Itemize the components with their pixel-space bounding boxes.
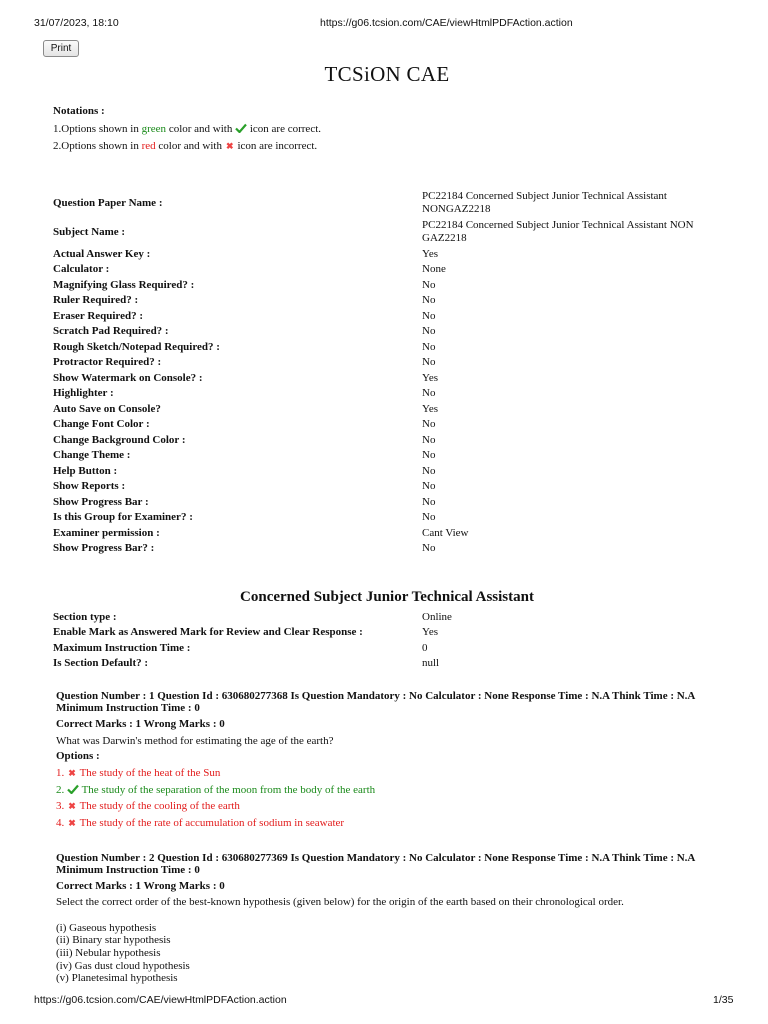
print-datetime: 31/07/2023, 18:10 xyxy=(34,17,119,29)
detail-key: Show Reports : xyxy=(53,480,126,492)
notation-text: icon are incorrect. xyxy=(234,140,318,152)
question-text: Select the correct order of the best-known hypothesis (given below) for the origin of the earth based on their chronological order. xyxy=(56,896,624,908)
detail-value: PC22184 Concerned Subject Junior Technical Assistant NON GAZ2218 xyxy=(422,219,694,244)
section-key: Is Section Default? : xyxy=(53,657,149,669)
detail-key: Help Button : xyxy=(53,465,118,477)
detail-key: Scratch Pad Required? : xyxy=(53,325,169,337)
detail-key: Show Watermark on Console? : xyxy=(53,372,203,384)
notation-text: icon are correct. xyxy=(247,123,322,135)
list-item: (ii) Binary star hypothesis xyxy=(56,934,171,946)
detail-key: Ruler Required? : xyxy=(53,294,139,306)
detail-key: Question Paper Name : xyxy=(53,197,163,209)
detail-value: No xyxy=(422,465,436,477)
option-text: The study of the separation of the moon from the body of the earth xyxy=(81,784,376,796)
option-number: 2. xyxy=(56,784,65,796)
detail-value: PC22184 Concerned Subject Junior Technical Assistant NONGAZ2218 xyxy=(422,190,667,215)
notation-text: 1.Options shown in xyxy=(53,123,142,135)
section-key: Section type : xyxy=(53,611,117,623)
page-title: TCSiON CAE xyxy=(324,62,450,86)
detail-key: Change Background Color : xyxy=(53,434,186,446)
detail-value: No xyxy=(422,449,436,461)
detail-value: No xyxy=(422,418,436,430)
detail-value: Yes xyxy=(422,248,439,260)
option-1 xyxy=(56,767,220,780)
detail-key: Subject Name : xyxy=(53,226,126,238)
print-url: https://g06.tcsion.com/CAE/viewHtmlPDFAction.action xyxy=(320,17,573,29)
notations-title: Notations : xyxy=(53,105,105,117)
option-number: 1. xyxy=(56,767,65,779)
detail-value: Cant View xyxy=(422,527,469,539)
list-item: (v) Planetesimal hypothesis xyxy=(56,972,178,984)
detail-value: No xyxy=(422,480,436,492)
detail-key: Eraser Required? : xyxy=(53,310,144,322)
detail-key: Auto Save on Console? xyxy=(53,403,161,415)
detail-key: Highlighter : xyxy=(53,387,114,399)
detail-value: No xyxy=(422,434,436,446)
detail-key: Examiner permission : xyxy=(53,527,160,539)
detail-value: No xyxy=(422,542,436,554)
section-value: Online xyxy=(422,611,452,623)
detail-key: Change Theme : xyxy=(53,449,131,461)
notation-incorrect xyxy=(53,139,317,154)
detail-key: Is this Group for Examiner? : xyxy=(53,511,193,523)
page-number: 1/35 xyxy=(713,994,734,1006)
detail-key: Show Progress Bar? : xyxy=(53,542,155,554)
detail-key: Calculator : xyxy=(53,263,110,275)
option-text: The study of the rate of accumulation of sodium in seawater xyxy=(79,817,345,829)
detail-value: No xyxy=(422,325,436,337)
detail-key: Protractor Required? : xyxy=(53,356,162,368)
option-text: The study of the cooling of the earth xyxy=(79,800,240,812)
detail-value: No xyxy=(422,387,436,399)
detail-value: None xyxy=(422,263,446,275)
section-key: Maximum Instruction Time : xyxy=(53,642,191,654)
notation-color-word: green xyxy=(141,123,167,135)
section-key: Enable Mark as Answered Mark for Review and Clear Response : xyxy=(53,626,363,638)
detail-key: Change Font Color : xyxy=(53,418,150,430)
print-footer-url: https://g06.tcsion.com/CAE/viewHtmlPDFAction.action xyxy=(34,994,287,1006)
section-value: Yes xyxy=(422,626,439,638)
detail-key: Magnifying Glass Required? : xyxy=(53,279,195,291)
question-marks: Correct Marks : 1 Wrong Marks : 0 xyxy=(56,880,225,892)
list-item: (iii) Nebular hypothesis xyxy=(56,947,161,959)
question-header: Question Number : 2 Question Id : 630680277369 Is Question Mandatory : No Calculator : None Response Time : N.A Think Time : N.A Minimum Instruction Time : 0 xyxy=(56,852,695,876)
notation-color-word: red xyxy=(141,140,156,152)
option-3 xyxy=(56,800,240,813)
option-4 xyxy=(56,817,344,830)
question-marks: Correct Marks : 1 Wrong Marks : 0 xyxy=(56,718,225,730)
detail-value: No xyxy=(422,310,436,322)
list-item: (i) Gaseous hypothesis xyxy=(56,922,157,934)
check-icon xyxy=(235,123,247,133)
detail-value: No xyxy=(422,341,436,353)
options-label: Options : xyxy=(56,750,100,762)
cross-icon: ✖ xyxy=(225,141,234,151)
detail-key: Actual Answer Key : xyxy=(53,248,151,260)
notation-text: color and with xyxy=(166,123,236,135)
check-icon xyxy=(67,784,79,794)
cross-icon: ✖ xyxy=(68,768,76,778)
option-text: The study of the heat of the Sun xyxy=(79,767,221,779)
notation-correct xyxy=(53,122,321,137)
notation-text: 2.Options shown in xyxy=(53,140,142,152)
option-number: 3. xyxy=(56,800,65,812)
cross-icon: ✖ xyxy=(68,801,76,811)
detail-value: No xyxy=(422,511,436,523)
notation-text: color and with xyxy=(155,140,225,152)
detail-value: Yes xyxy=(422,372,439,384)
detail-value: No xyxy=(422,279,436,291)
detail-value: No xyxy=(422,294,436,306)
detail-value: No xyxy=(422,496,436,508)
detail-key: Show Progress Bar : xyxy=(53,496,149,508)
option-number: 4. xyxy=(56,817,65,829)
option-2 xyxy=(56,784,375,797)
detail-key: Rough Sketch/Notepad Required? : xyxy=(53,341,220,353)
cross-icon: ✖ xyxy=(68,818,76,828)
list-item: (iv) Gas dust cloud hypothesis xyxy=(56,960,190,972)
print-button[interactable]: Print xyxy=(43,40,79,57)
question-text: What was Darwin's method for estimating the age of the earth? xyxy=(56,735,334,747)
detail-value: No xyxy=(422,356,436,368)
section-value: null xyxy=(422,657,440,669)
detail-value: Yes xyxy=(422,403,439,415)
section-title: Concerned Subject Junior Technical Assistant xyxy=(240,589,534,605)
section-value: 0 xyxy=(422,642,428,654)
question-header: Question Number : 1 Question Id : 630680277368 Is Question Mandatory : No Calculator : None Response Time : N.A Think Time : N.A Minimum Instruction Time : 0 xyxy=(56,690,695,714)
